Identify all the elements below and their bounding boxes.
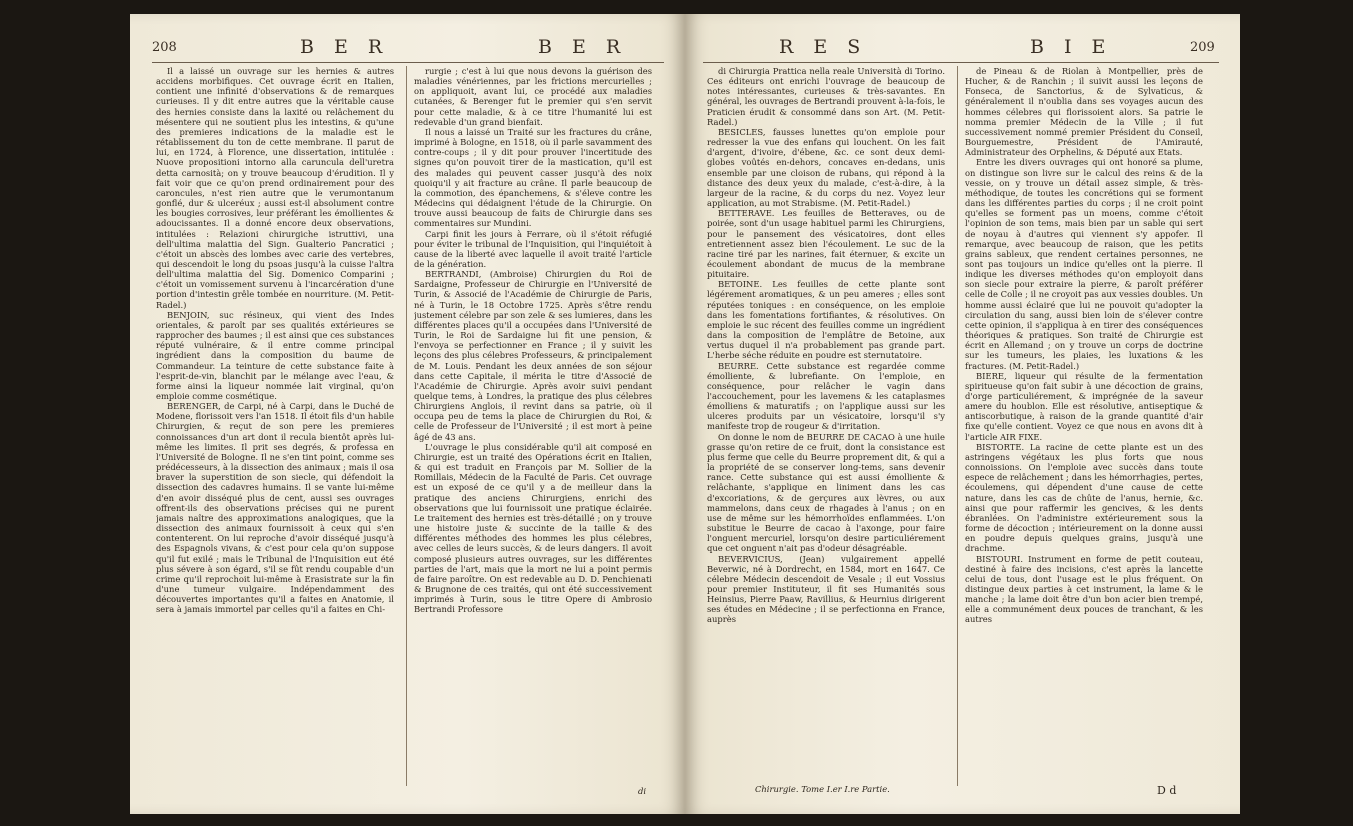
page-number: 209: [1190, 40, 1215, 55]
paragraph: Entre les divers ouvrages qui ont honoré sa plume, on distingue son livre sur le calcul des reins & de la vessie, on y trouve un détail assez simple, & très-méthodique, de toutes les concrétions qui se forment dans les différentes parties du corps ; il ne croit point qu'elles se forment pas un moens, comme c'étoit l'opinion de son tems, mais bien par un sable qui sert de noyau à d'autres qui viennent s'y appofer. Il remarque, avec beaucoup de raison, que les petits grains sableux, que rendent certaines personnes, ne sont pas toujours un indice qu'elles ont la pierre. Il indique les diverses méthodes qu'on employoit dans son siecle pour extraire la pierre, & paroît préférer celle de Colle ; il ne croyoit pas aux vessies doubles. Un homme aussi éclairé que lui ne pouvoit qu'adopter la circulation du sang, aussi bien loin de s'élever contre cette opinion, il s'appliqua à en tirer des conséquences théoriques & pratiques. Son traité de Chirurgie est écrit en Allemand ; on y trouve un corps de doctrine sur les tumeurs, les plaies, les luxations & les fractures. (M. Petit-Radel.): [965, 157, 1203, 371]
text-column-2: [414, 66, 652, 782]
paragraph: Carpi finit les jours à Ferrare, où il s'étoit réfugié pour éviter le tribunal de l'Inquisition, qui l'inquiétoit à cause de la liberté avec laquelle il avoit traité l'article de la génération.: [414, 228, 652, 269]
paragraph: rurgie ; c'est à lui que nous devons la guérison des maladies vénériennes, par les frictions mercurielles ; on appliquoit, avant lui, ce procédé aux maladies cutanées, & Berenger fut le premier qui s'en servit pour cette maladie, & à ce titre l'humanité lui est redevable d'un grand bienfait.: [414, 66, 652, 127]
signature-mark: D d: [1157, 784, 1177, 797]
paragraph: Il nous a laissé un Traité sur les fractures du crâne, imprimé à Bologne, en 1518, où il parle savamment des contre-coups ; il y dit pour prouver l'incertitude des signes qu'on pouvoit tirer de la mastication, qu'il est des malades qui peuvent casser jusqu'à des noix quoiqu'il y ait fracture au crâne. Il parle beaucoup de la commotion, des épanchemens, & s'éleve contre les Médecins qui dédaignent l'étude de la Chirurgie. On trouve aussi beaucoup de faits de Chirurgie dans ses commentaires sur Mundini.: [414, 126, 652, 229]
paragraph: BISTOURI. Instrument en forme de petit couteau, destiné à faire des incisions, c'est après la lancette celui de tous, dont l'usage est le plus fréquent. On distingue deux parties à cet instrument, la lame & le manche ; la lame doit être d'un bon acier bien trempé, elle a communément deux pouces de tranchant, & les autres: [965, 553, 1203, 625]
column-rule: [406, 66, 407, 786]
paragraph: BIERE, liqueur qui résulte de la fermentation spiritueuse qu'on fait subir à une décoction de grains, d'orge particuliérement, & imprégnée de la saveur amere du houblon. Elle est résolutive, antiseptique & antiscorbutique, à raison de la grande quantité d'air fixe qu'elle contient. Voyez ce que nous en avons dit à l'article AIR FIXE.: [965, 370, 1203, 442]
text-column-1: [707, 66, 945, 780]
page-number: 208: [152, 40, 177, 55]
paragraph: BENJOIN, suc résineux, qui vient des Indes orientales, & paroît par ses qualités extérieures se rapprocher des baumes ; il est ainsi que ces substances réputé vulnéraire, & il entre comme principal ingrédient dans la composition du baume de Commandeur. La teinture de cette substance faite à l'esprit-de-vin, blanchit par le mélange avec l'eau, & forme ainsi la liqueur nommée lait virginal, qu'on emploie comme cosmétique.: [156, 309, 394, 401]
header-rule: [152, 62, 664, 63]
running-head-right: B E R: [538, 36, 628, 58]
book-spread: [130, 14, 1240, 814]
paragraph: BEURRE. Cette substance est regardée comme émolliente, & lubrefiante. On l'emploie, en conséquence, pour relâcher le vagin dans l'accouchement, pour les lavemens & les cataplasmes émolliens & maturatifs ; on l'applique aussi sur les ulceres produits par un vésicatoire, lorsqu'il s'y manifeste trop de rougeur & d'irritation.: [707, 360, 945, 432]
paragraph: L'ouvrage le plus considérable qu'il ait composé en Chirurgie, est un traité des Opérations écrit en Italien, & qui est traduit en François par M. Sollier de la Romillais, Médecin de la Faculté de Paris. Cet ouvrage est un exposé de ce qu'il y a de meilleur dans la pratique des anciens Chirurgiens, enrichi des observations que lui fournissoit une pratique éclairée. Le traitement des hernies est très-détaillé ; on y trouve une histoire juste & succinte de la taille & des différentes méthodes des hommes les plus célebres, avec celles de leurs succès, & de leurs dangers. Il avoit composé plusieurs autres ouvrages, sur les différentes parties de l'art, mais que la mort ne lui a point permis de faire paroître. On est redevable au D. D. Penchienati & Brugnone de ces traités, qui ont été successivement imprimés à Turin, sous le titre Opere di Ambrosio Bertrandi Professore: [414, 441, 652, 615]
text-column-1: [156, 66, 394, 796]
footer-title: Chirurgie. Tome I.er I.re Partie.: [755, 784, 890, 794]
paragraph: Il a laissé un ouvrage sur les hernies & autres accidens morbifiques. Cet ouvrage écrit en Italien, contient une infinité d'observations & de remarques curieuses. Il y dit entre autres que la véritable cause des hernies consiste dans la laxité ou relâchement du mésentere qui ne soutient plus les intestins, & qu'une des premieres indications de la maladie est le rétablissement du ton de cette membrane. Il parut de lui, en 1724, à Florence, une dissertation, intitulée : Nuove propositioni intorno alla caruncula dell'uretra detta carnosità; on y trouve beaucoup d'érudition. Il y fait voir que ce qu'on prend ordinairement pour des caroncules, n'est rien autre que le verumontanum gonflé, dur & ulceréux ; aussi est-il absolument contre les bougies corrosives, leur préférant les émollientes & adoucissantes. Il a donné encore deux observations, intitulées : Relazioni chirurgiche istruttivi, una dell'ultima malattia del Sign. Gualterio Pancratici ; c'étoit un abscès des lombes avec carie des vertebres, qui descendoit le long du psoas jusqu'à la cuisse l'altra dell'ultima malattia del Sig. Domenico Comparini ; c'étoit un vomissement survenu à l'incarcération d'une portion d'intestin grêle tombée en nourriture. (M. Petit-Radel.): [156, 66, 394, 310]
right-page: [685, 14, 1240, 814]
running-head-right: B I E: [1030, 36, 1113, 58]
paragraph: BESICLES, fausses lunettes qu'on emploie pour redresser la vue des enfans qui louchent. On les fait d'argent, d'ivoire, d'ébene, &c. ce sont deux demi-globes voûtés en-dehors, concaves en-dedans, unis ensemble par une cloison de rubans, qui répond à la distance des deux yeux du malade, c'est-à-dire, à la largeur de la racine, & du corps du nez. Voyez leur application, au mot Strabisme. (M. Petit-Radel.): [707, 126, 945, 209]
paragraph: BERTRANDI, (Ambroise) Chirurgien du Roi de Sardaigne, Professeur de Chirurgie en l'Université de Turin, & Associé de l'Académie de Chirurgie de Paris, né à Turin, le 18 Octobre 1725. Après s'être rendu justement célebre par son zele & ses lumieres, dans les différentes places qu'il a occupées dans l'Université de Turin, le Roi de Sardaigne lui fit une pension, & l'envoya se perfectionner en France ; il y suivit les leçons des plus célebres Professeurs, & principalement de M. Louis. Pendant les deux années de son séjour dans cette Capitale, il mérita le titre d'Associé de l'Académie de Chirurgie. Après avoir suivi pendant quelque tems, à Londres, la pratique des plus célebres Chirurgiens Anglois, il revint dans sa patrie, où il occupa peu de tems la place de Chirurgien du Roi, & celle de Professeur de l'Université ; il est mort à peine âgé de 43 ans.: [414, 269, 652, 442]
paragraph: BETOINE. Les feuilles de cette plante sont légérement aromatiques, & un peu ameres ; elles sont réputées toniques : en conséquence, on les emploie dans les fomentations fortifiantes, & résolutives. On emploie le suc récent des feuilles comme un ingrédient dans la composition de l'emplâtre de Betoine, aux vertus duquel il n'a probablement pas grande part. L'herbe séche réduite en poudre est sternutatoire.: [707, 279, 945, 361]
paragraph: BERENGER, de Carpi, né à Carpi, dans le Duché de Modene, florissoit vers l'an 1518. Il étoit fils d'un habile Chirurgien, & reçut de son pere les premieres connoissances d'un art dont il recula bientôt après lui-même les limites. Il prit ses degrés, & professa en l'Université de Bologne. Il ne s'en tint point, comme ses prédécesseurs, à la dissection des animaux ; mais il osa braver la superstition de son siecle, qui défendoit la dissection des cadavres humains. Il se vante lui-même d'en avoir disséqué plus de cent, aussi ses ouvrages offrent-ils des observations précises qui ne purent jamais naître des approximations analogiques, que la dissection des animaux fournissoit à ceux qui s'en contenterent. On lui reproche d'avoir disséqué jusqu'à des Espagnols vivans, & c'est pour cela qu'on suppose qu'il fut exilé ; mais le Tribunal de l'Inquisition eut été plus sévere à son égard, s'il se fût rendu coupable d'un crime qu'il reprochoit lui-même à Erasistrate sur la fin d'une tumeur vulgaire. Indépendamment des découvertes importantes qu'il a faites en Anatomie, il sera à jamais immortel par celles qu'il a faites en Chi-: [156, 401, 394, 615]
running-head-left: R E S: [779, 36, 868, 58]
paragraph: On donne le nom de BEURRE DE CACAO à une huile grasse qu'on retire de ce fruit, dont la consistance est plus ferme que celle du Beurre proprement dit, & qui a la propriété de se conserver long-tems, sans devenir rance. Cette substance qui est aussi émolliente & relâchante, s'applique en liniment dans les cas d'excoriations, & de gerçures aux lèvres, ou aux mammelons, dans ceux de rhagades à l'anus ; on en use de même sur les hémorrhoïdes enflammées. L'on substitue le Beurre de cacao à l'axonge, pour faire l'onguent mercuriel, lorsqu'on desire particuliérement que cet onguent n'ait pas d'odeur désagréable.: [707, 431, 945, 554]
left-page: [130, 14, 685, 814]
header-rule: [703, 62, 1219, 63]
text-column-2: [965, 66, 1203, 780]
paragraph: di Chirurgia Prattica nella reale Università di Torino. Ces éditeurs ont enrichi l'ouvrage de beaucoup de notes intéressantes, curieuses & très-savantes. En général, les ouvrages de Bertrandi prouvent à-la-fois, le Praticien érudit & consommé dans son Art. (M. Petit-Radel.): [707, 66, 945, 127]
paragraph: BISTORTE. La racine de cette plante est un des astringens végétaux les plus forts que nous connoissions. On l'emploie avec succès dans toute espece de relâchement ; dans les hémorrhagies, pertes, écoulemens, qui dépendent d'une cause de cette nature, dans les cas de chûte de l'anus, hernie, &c. ainsi que pour raffermir les gencives, & les dents ébranlées. On l'administre extérieurement sous la forme de décoction ; intérieurement on la donne aussi en poudre depuis quelques grains, jusqu'à une drachme.: [965, 441, 1203, 554]
catchword: di: [638, 786, 647, 796]
paragraph: BETTERAVE. Les feuilles de Betteraves, ou de poirée, sont d'un usage habituel parmi les Chirurgiens, pour le pansement des vésicatoires, dont elles entretiennent assez bien l'écoulement. Le suc de la racine tiré par les narines, fait éternuer, & excite un écoulement abondant de mucus de la membrane pituitaire.: [707, 208, 945, 280]
column-rule: [957, 66, 958, 786]
running-head-left: B E R: [300, 36, 390, 58]
paragraph: de Pineau & de Riolan à Montpellier, près de Hucher, & de Ranchin ; il suivit aussi les leçons de Fonseca, de Sanctorius, & de Sylvaticus, & généralement il n'oublia dans ses voyages aucun des hommes célebres qui florissoient alors. Sa patrie le nomma premier Médecin de la Ville ; il fut successivement nommé premier Président du Conseil, Bourguemestre, Président de l'Amirauté, Administrateur des Orphelins, & Député aux Etats.: [965, 66, 1203, 158]
paragraph: BEVERVICIUS, (Jean) vulgairement appellé Beverwic, né à Dordrecht, en 1584, mort en 1647. Ce célebre Médecin descendoit de Vesale ; il eut Vossius pour premier Instituteur, il fit ses Humanités sous Heinsius, Pierre Paaw, Ravillius, & Heurnius dirigerent ses études en Médecine ; il se perfectionna en France, auprès: [707, 553, 945, 625]
